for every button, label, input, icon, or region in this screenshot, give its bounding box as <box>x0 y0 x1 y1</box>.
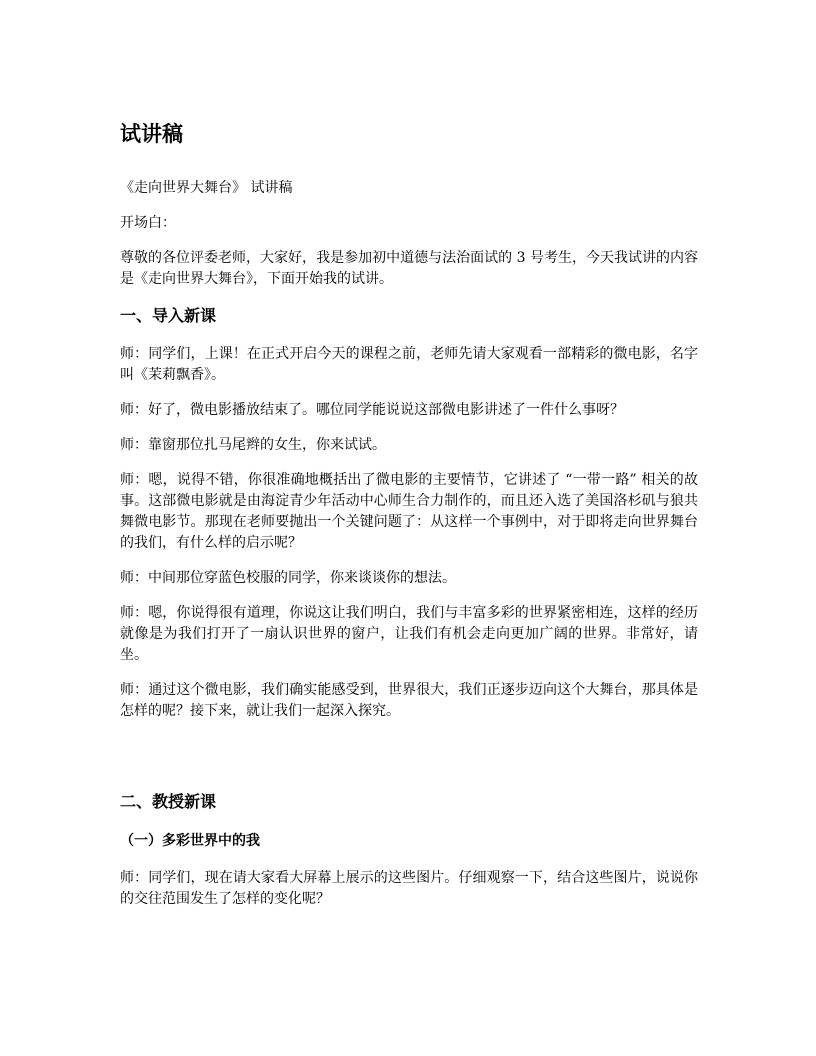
paragraph: 师：同学们，上课！在正式开启今天的课程之前，老师先请大家观看一部精彩的微电影，名字叫《茉莉飘香》。 <box>120 346 698 383</box>
section-spacer <box>120 736 698 782</box>
paragraph: 师：嗯，你说得很有道理，你说这让我们明白，我们与丰富多彩的世界紧密相连，这样的经历就像是为我们打开了一扇认识世界的窗户，让我们有机会走向更加广阔的世界。非常好，请坐。 <box>120 605 698 663</box>
section-heading-teaching: 二、教授新课 <box>120 792 217 811</box>
subsection-heading: （一）多彩世界中的我 <box>120 833 260 849</box>
document-subtitle: 《走向世界大舞台》 试讲稿 <box>120 180 293 196</box>
paragraph: 师：通过这个微电影，我们确实能感受到，世界很大，我们正逐步迈向这个大舞台，那具体是怎样的呢？接下来，就让我们一起深入探究。 <box>120 682 698 719</box>
paragraph: 师：同学们，现在请大家看大屏幕上展示的这些图片。仔细观察一下，结合这些图片，说说你的交往范围发生了怎样的变化呢？ <box>120 870 698 907</box>
document-page <box>120 118 698 924</box>
paragraph: 师：中间那位穿蓝色校服的同学，你来谈谈你的想法。 <box>120 570 456 586</box>
paragraph: 师：好了，微电影播放结束了。哪位同学能说说这部微电影讲述了一件什么事呀？ <box>120 402 624 418</box>
opening-label: 开场白： <box>120 215 176 231</box>
paragraph: 师：嗯，说得不错，你很准确地概括出了微电影的主要情节，它讲述了 “一带一路” 相关的故事。这部微电影就是由海淀青少年活动中心师生合力制作的，而且还入选了美国洛杉矶与狼共舞微电影节。那现在老师要抛出一个关键问题了：从这样一个事例中，对于即将走向世界舞台的我们，有什么样的启示呢？ <box>120 472 698 551</box>
document-title: 试讲稿 <box>120 122 183 146</box>
opening-paragraph: 尊敬的各位评委老师，大家好，我是参加初中道德与法治面试的 3 号考生，今天我试讲的内容是《走向世界大舞台》，下面开始我的试讲。 <box>120 250 698 287</box>
section-heading-intro: 一、导入新课 <box>120 306 217 325</box>
paragraph: 师：靠窗那位扎马尾辫的女生，你来试试。 <box>120 437 386 453</box>
